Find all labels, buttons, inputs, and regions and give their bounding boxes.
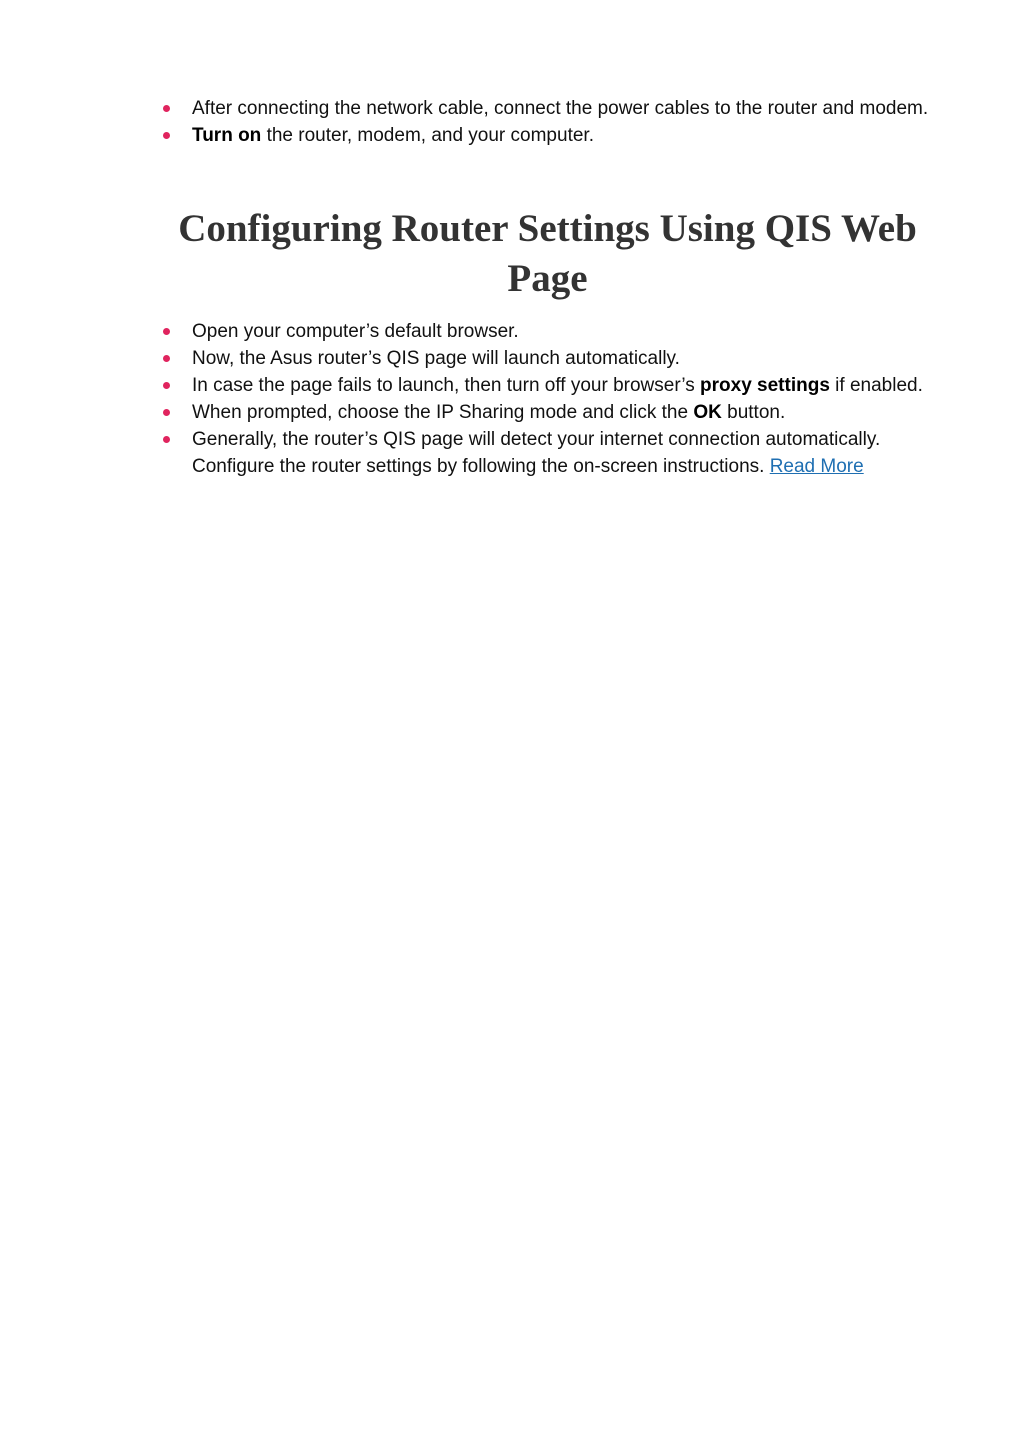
- list-item: [192, 95, 952, 122]
- bullet-icon: [163, 105, 170, 112]
- list-item: [192, 345, 952, 372]
- bullet-icon: [163, 436, 170, 443]
- list-item-text: In case the page fails to launch, then turn off your browser’s: [192, 375, 701, 396]
- bullet-icon: [163, 132, 170, 139]
- list-item: [192, 372, 952, 399]
- list-item-text: Open your computer’s default browser.: [192, 321, 519, 342]
- list-item: [192, 122, 952, 149]
- list-item-bold: Turn on: [192, 125, 262, 146]
- list-item: [192, 426, 952, 480]
- list-item-bold: OK: [693, 402, 722, 423]
- list-item-text: the router, modem, and your computer.: [261, 125, 594, 146]
- bullet-icon: [163, 355, 170, 362]
- qis-steps-list: [192, 318, 952, 480]
- list-item-bold: proxy settings: [700, 375, 830, 396]
- bullet-icon: [163, 328, 170, 335]
- read-more-link[interactable]: Read More: [769, 456, 864, 477]
- list-item-text: After connecting the network cable, connect the power cables to the router and modem.: [192, 98, 929, 119]
- section-heading: Configuring Router Settings Using QIS Web Page: [178, 207, 917, 300]
- bullet-icon: [163, 409, 170, 416]
- list-item-text: When prompted, choose the IP Sharing mode and click the: [192, 402, 694, 423]
- list-item-text: Generally, the router’s QIS page will detect your internet connection automatically. Configure the router settings by following the on-screen instructions.: [192, 429, 881, 477]
- setup-list: [192, 95, 952, 149]
- list-item: [192, 399, 952, 426]
- list-item-text: if enabled.: [829, 375, 923, 396]
- list-item-text: button.: [721, 402, 786, 423]
- list-item-text: Now, the Asus router’s QIS page will launch automatically.: [192, 348, 680, 369]
- bullet-icon: [163, 382, 170, 389]
- list-item: [192, 318, 952, 345]
